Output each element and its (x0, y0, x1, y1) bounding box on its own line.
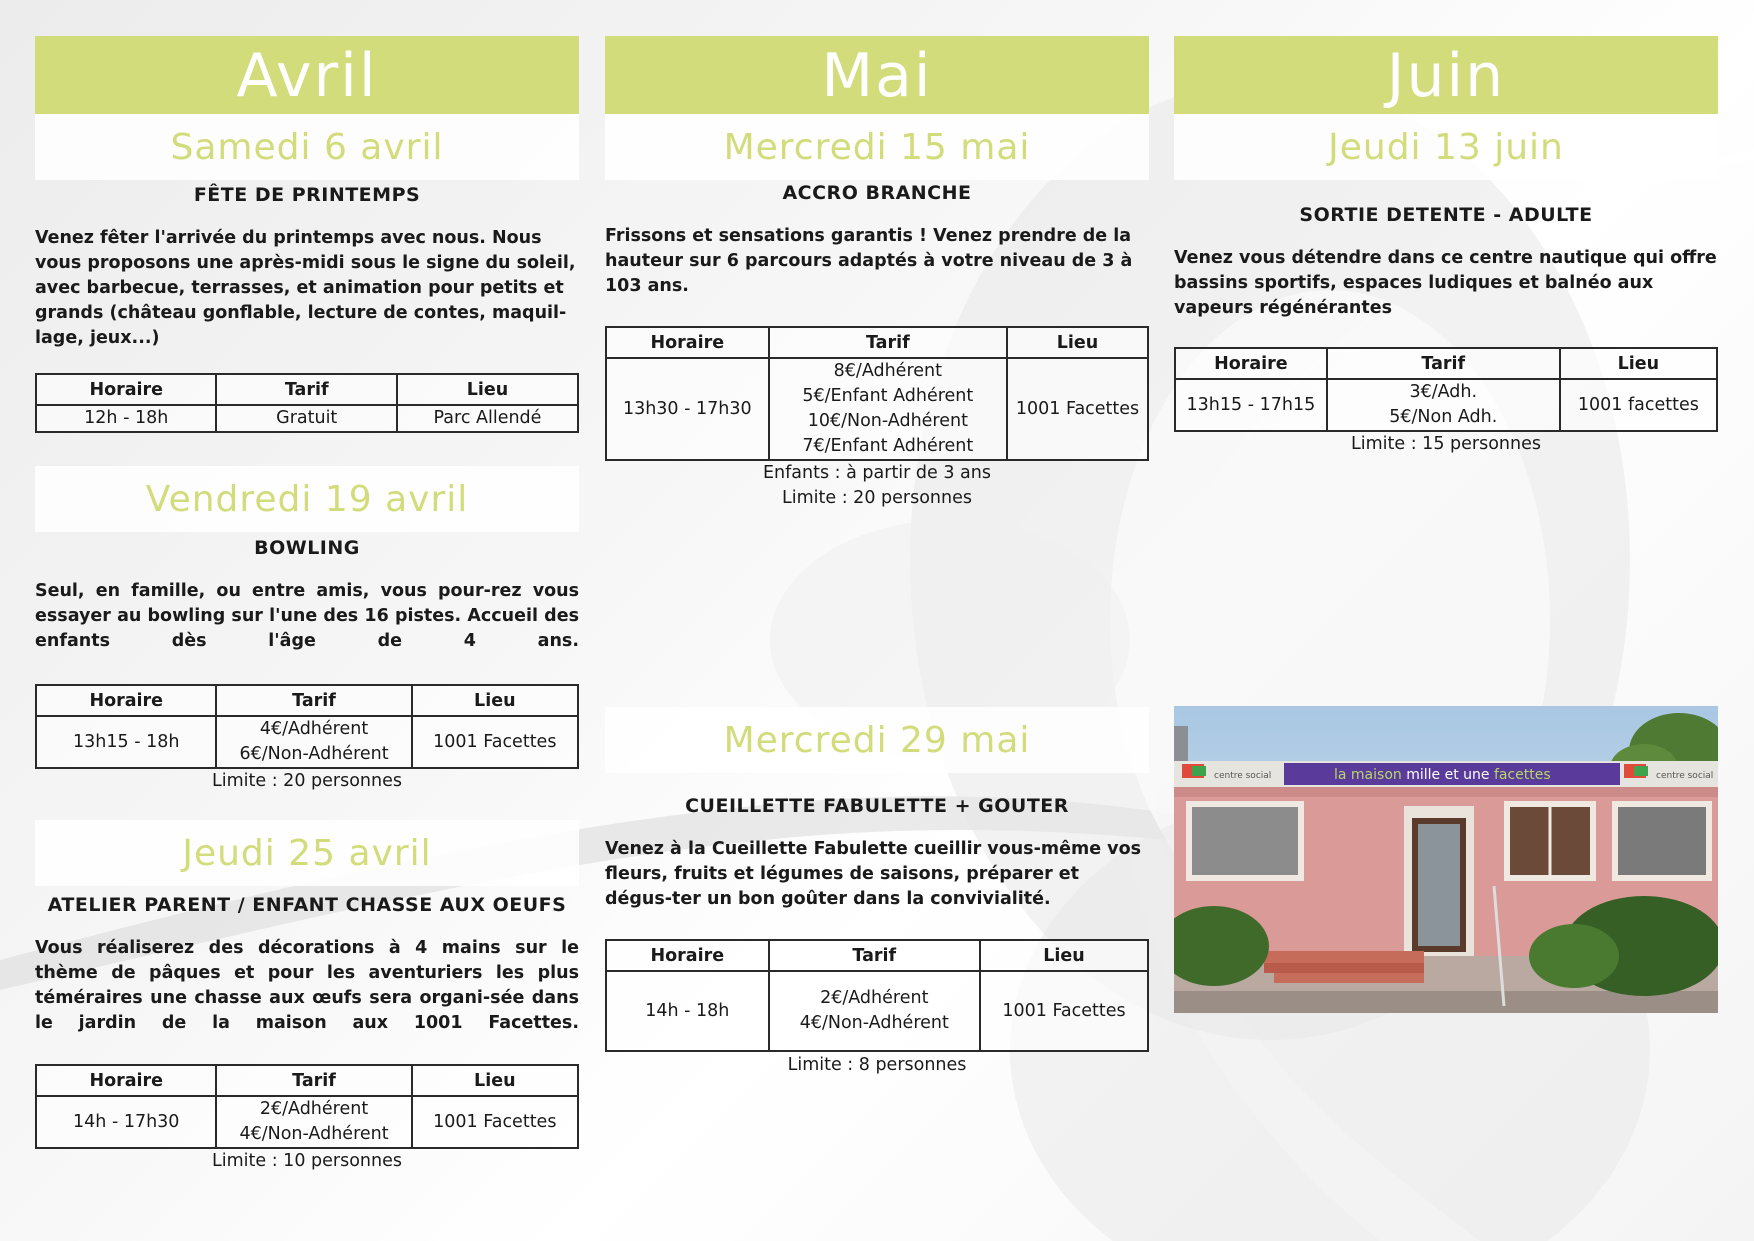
cell-tarif (216, 716, 411, 768)
limit-text: Limite : 20 personnes (782, 488, 972, 508)
cell-horaire: 13h30 - 17h30 (606, 358, 769, 460)
header-tarif: Tarif (769, 327, 1007, 358)
event-title: FÊTE DE PRINTEMPS (193, 184, 421, 206)
header-horaire: Horaire (36, 1065, 216, 1096)
event-description: Venez à la Cueillette Fabulette cueillir vous-même vos fleurs, fruits et légumes de saisons, préparer et dégus-ter un bon goûter dans la convivialité. (605, 839, 1142, 909)
header-horaire: Horaire (606, 327, 769, 358)
event-date: Mercredi 15 mai (605, 114, 1149, 180)
header-tarif: Tarif (769, 940, 980, 971)
header-horaire: Horaire (36, 374, 216, 405)
event-description: Venez vous détendre dans ce centre nautique qui offre bassins sportifs, espaces ludiques et balnéo aux vapeurs régénérantes (1174, 248, 1717, 318)
header-lieu: Lieu (980, 940, 1148, 971)
cell-tarif (769, 358, 1007, 460)
building-illustration (1174, 706, 1718, 1013)
tarif-line: 5€/Enfant Adhérent (802, 386, 974, 406)
tarif-line: 4€/Non-Adhérent (799, 1013, 949, 1033)
info-table (35, 373, 579, 433)
cell-tarif (1327, 379, 1560, 431)
header-tarif: Tarif (216, 685, 411, 716)
cell-lieu: 1001 facettes (1560, 379, 1717, 431)
cell-tarif (216, 1096, 411, 1148)
info-table (35, 1064, 579, 1149)
info-table (1174, 347, 1718, 432)
tarif-line: 6€/Non-Adhérent (239, 744, 389, 764)
event-cueillette (605, 795, 1149, 1078)
cell-lieu: Parc Allendé (397, 405, 578, 432)
event-date: Vendredi 19 avril (35, 466, 579, 532)
column-juin (1174, 36, 1718, 783)
logo-label: centre social (1214, 771, 1272, 781)
header-horaire: Horaire (1175, 348, 1327, 379)
column-mai (605, 36, 1149, 1075)
event-sortie-detente (1174, 204, 1718, 457)
cell-horaire: 13h15 - 17h15 (1175, 379, 1327, 431)
cell-tarif: Gratuit (216, 405, 396, 432)
tarif-line: 2€/Adhérent (259, 1099, 369, 1119)
tarif-line: 3€/Adh. (1409, 382, 1478, 402)
tarif-line: 5€/Non Adh. (1389, 407, 1498, 427)
cell-tarif (769, 971, 980, 1051)
cell-lieu: 1001 Facettes (412, 1096, 578, 1148)
tarif-line: 4€/Non-Adhérent (239, 1124, 389, 1144)
event-date: Jeudi 13 juin (1174, 114, 1718, 180)
limit-text: Limite : 15 personnes (1351, 434, 1541, 454)
note-text: Enfants : à partir de 3 ans (763, 463, 991, 483)
sign-text: la maison mille et une facettes (1334, 767, 1551, 783)
limit-text: Limite : 10 personnes (212, 1151, 402, 1171)
event-title: CUEILLETTE FABULETTE + GOUTER (685, 795, 1069, 817)
event-title: ACCRO BRANCHE (782, 182, 972, 204)
month-banner-avril: Avril (35, 36, 579, 114)
header-horaire: Horaire (606, 940, 769, 971)
event-description: Vous réaliserez des décorations à 4 mains sur le thème de pâques et pour les aventuriers les plus téméraires une chasse aux œufs sera organi-sée dans le jardin de la maison aux 1001 Facettes. (35, 938, 579, 1033)
header-lieu: Lieu (412, 685, 578, 716)
event-description: Frissons et sensations garantis ! Venez prendre de la hauteur sur 6 parcours adaptés à votre niveau de 3 à 103 ans. (605, 226, 1133, 296)
event-date: Samedi 6 avril (35, 114, 579, 180)
limit-text: Limite : 8 personnes (787, 1055, 967, 1075)
tarif-line: 10€/Non-Adhérent (807, 411, 968, 431)
event-title: BOWLING (254, 537, 360, 559)
event-date: Mercredi 29 mai (605, 707, 1149, 773)
info-table (35, 684, 579, 769)
header-lieu: Lieu (1007, 327, 1148, 358)
event-title: ATELIER PARENT / ENFANT CHASSE AUX OEUFS (47, 894, 567, 916)
limit-text: Limite : 20 personnes (212, 771, 402, 791)
cell-horaire: 12h - 18h (36, 405, 216, 432)
event-title: SORTIE DETENTE - ADULTE (1299, 204, 1593, 226)
cell-horaire: 14h - 17h30 (36, 1096, 216, 1148)
cell-lieu: 1001 Facettes (980, 971, 1148, 1051)
event-accro-branche (605, 182, 1149, 511)
cell-lieu: 1001 Facettes (1007, 358, 1148, 460)
header-tarif: Tarif (216, 374, 396, 405)
info-table (605, 326, 1149, 461)
event-fete-printemps (35, 184, 579, 433)
header-tarif: Tarif (216, 1065, 411, 1096)
tarif-line: 2€/Adhérent (820, 988, 929, 1008)
event-description: Seul, en famille, ou entre amis, vous pour-rez vous essayer au bowling sur l'une des 16 pistes. Accueil des enfants dès l'âge de 4 ans. (35, 581, 579, 651)
tarif-line: 4€/Adhérent (259, 719, 369, 739)
header-tarif: Tarif (1327, 348, 1560, 379)
event-chasse-oeufs (35, 894, 579, 1174)
cell-lieu: 1001 Facettes (412, 716, 578, 768)
info-table (605, 939, 1149, 1052)
logo-label: centre social (1656, 771, 1714, 781)
building-photo (1174, 706, 1718, 1013)
tarif-line: 7€/Enfant Adhérent (802, 436, 974, 456)
month-banner-mai: Mai (605, 36, 1149, 114)
event-date: Jeudi 25 avril (35, 820, 579, 886)
event-bowling (35, 537, 579, 794)
header-horaire: Horaire (36, 685, 216, 716)
header-lieu: Lieu (412, 1065, 578, 1096)
month-banner-juin: Juin (1174, 36, 1718, 114)
column-avril (35, 36, 579, 1171)
cell-horaire: 14h - 18h (606, 971, 769, 1051)
tarif-line: 8€/Adhérent (833, 361, 942, 381)
event-description: Venez fêter l'arrivée du printemps avec nous. Nous vous proposons une après-midi sous le signe du soleil, avec barbecue, terrasses, et animation pour petits et grands (château gonflable, lecture de contes, maquil-lage, jeux...) (35, 228, 576, 348)
cell-horaire: 13h15 - 18h (36, 716, 216, 768)
header-lieu: Lieu (397, 374, 578, 405)
header-lieu: Lieu (1560, 348, 1717, 379)
